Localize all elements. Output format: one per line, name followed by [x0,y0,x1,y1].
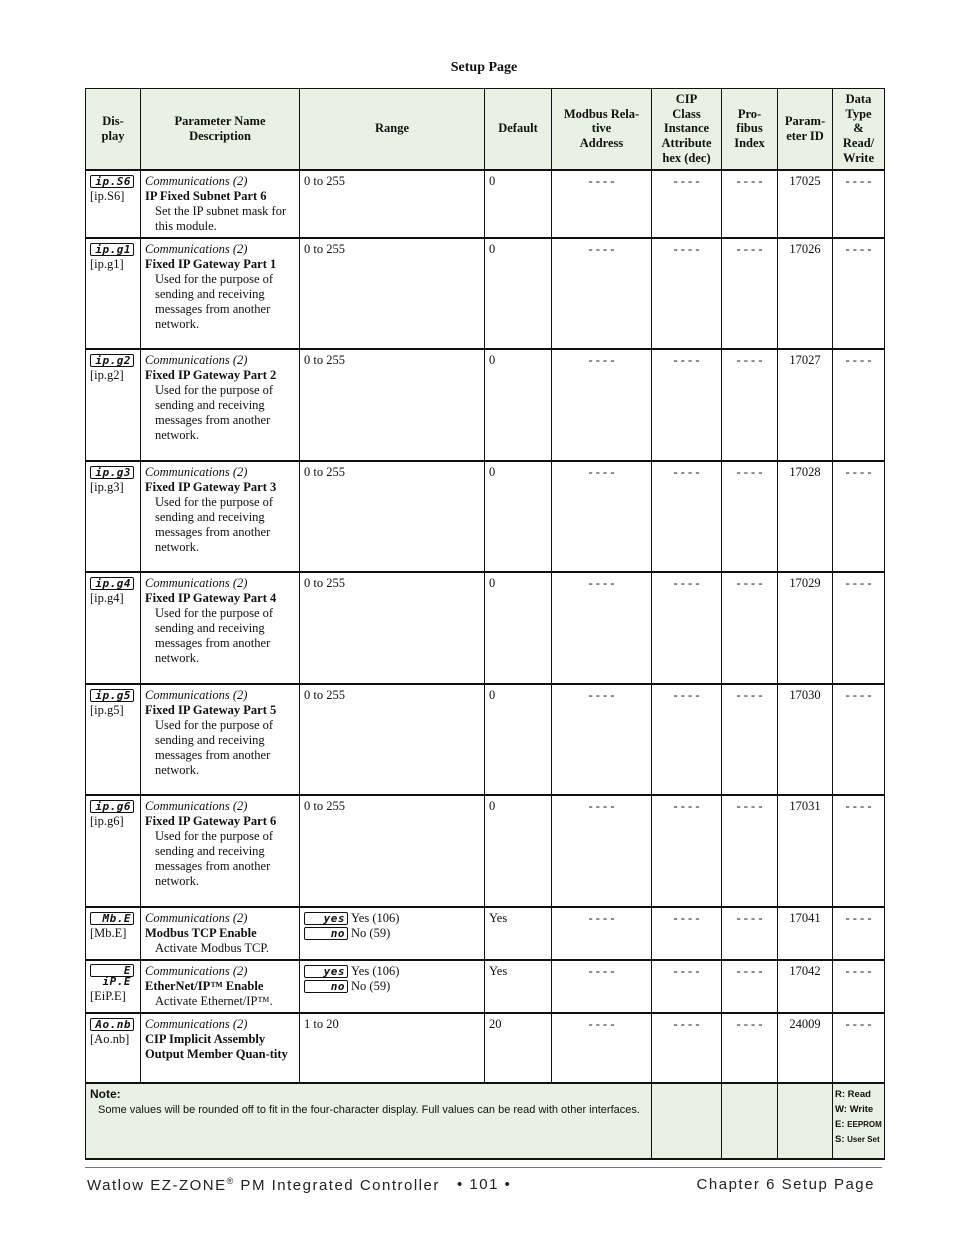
note-empty-cell [722,1083,778,1159]
parameter-group: Communications (2) [145,910,248,925]
modbus-cell: - - - - [552,238,652,349]
parameter-description: Used for the purpose of sending and receiving messages from another network. [155,717,274,777]
cip-cell: - - - - [652,170,722,238]
data-type-cell: - - - - [833,960,885,1013]
legend-key: S: [835,1133,845,1145]
default-cell: 0 [485,795,552,907]
parameter-description: Activate Ethernet/IP™. [155,993,273,1008]
legend-item [835,1132,882,1147]
display-code: [EiP.E] [90,988,126,1003]
range-cell [300,907,485,960]
data-type-cell: - - - - [833,238,885,349]
legend-item [835,1117,882,1132]
parameter-name: EtherNet/IP™ Enable [145,978,264,993]
cip-cell: - - - - [652,238,722,349]
data-type-cell: - - - - [833,170,885,238]
lcd-display: ip.g5 [90,689,134,702]
table-row [86,907,885,960]
table-row [86,795,885,907]
default-cell: 20 [485,1013,552,1083]
table-row [86,572,885,684]
profibus-cell: - - - - [722,684,778,795]
modbus-cell: - - - - [552,960,652,1013]
range-cell: 0 to 255 [300,461,485,572]
column-header: CIP Class Instance Attribute hex (dec) [652,89,722,170]
lcd-display: E iP.E [90,964,134,977]
parameter-id-cell: 24009 [778,1013,833,1083]
parameter-description: Used for the purpose of sending and receiving messages from another network. [155,828,274,888]
range-cell: 0 to 255 [300,684,485,795]
display-cell [86,238,141,349]
cip-cell: - - - - [652,349,722,461]
data-type-cell: - - - - [833,907,885,960]
parameter-id-cell: 17026 [778,238,833,349]
range-cell: 0 to 255 [300,795,485,907]
parameter-group: Communications (2) [145,963,248,978]
column-header: Default [485,89,552,170]
note-text: Some values will be rounded off to fit in the four-character display. Full values can be read with other interfaces. [98,1103,640,1116]
parameter-description: Set the IP subnet mask for this module. [155,203,287,233]
parameter-id-cell: 17025 [778,170,833,238]
legend-value: Read [847,1088,871,1100]
data-type-cell: - - - - [833,795,885,907]
table-row [86,461,885,572]
range-cell: 1 to 20 [300,1013,485,1083]
parameter-name: Fixed IP Gateway Part 5 [145,702,277,717]
table-row [86,170,885,238]
modbus-cell: - - - - [552,795,652,907]
parameter-description: Used for the purpose of sending and receiving messages from another network. [155,271,274,331]
cip-cell: - - - - [652,461,722,572]
lcd-display: no [304,927,348,940]
column-header: Modbus Rela- tive Address [552,89,652,170]
default-cell: 0 [485,684,552,795]
lcd-display: ip.g4 [90,577,134,590]
range-cell: 0 to 255 [300,238,485,349]
table-row [86,238,885,349]
range-option-label: Yes (106) [351,963,400,978]
parameter-name: IP Fixed Subnet Part 6 [145,188,267,203]
column-header: Parameter Name Description [141,89,300,170]
parameter-cell [141,349,300,461]
display-cell [86,795,141,907]
parameter-name: Fixed IP Gateway Part 4 [145,590,277,605]
profibus-cell: - - - - [722,170,778,238]
default-cell: 0 [485,170,552,238]
parameter-id-cell: 17028 [778,461,833,572]
parameter-description: Used for the purpose of sending and receiving messages from another network. [155,494,274,554]
parameter-cell [141,1013,300,1083]
note-empty-cell [652,1083,722,1159]
table-row [86,1013,885,1083]
range-option-label: No (59) [351,978,391,993]
range-cell: 0 to 255 [300,170,485,238]
lcd-display: ip.g6 [90,800,134,813]
profibus-cell: - - - - [722,907,778,960]
display-code: [ip.g2] [90,367,124,382]
modbus-cell: - - - - [552,907,652,960]
parameter-id-cell: 17042 [778,960,833,1013]
display-cell [86,1013,141,1083]
default-cell: Yes [485,907,552,960]
profibus-cell: - - - - [722,1013,778,1083]
range-cell: 0 to 255 [300,349,485,461]
parameter-group: Communications (2) [145,798,248,813]
cip-cell: - - - - [652,572,722,684]
legend-value: User Set [847,1134,880,1144]
parameter-table [85,88,885,1160]
display-cell [86,461,141,572]
header-row [86,89,885,170]
display-code: [ip.g3] [90,479,124,494]
default-cell: 0 [485,238,552,349]
parameter-group: Communications (2) [145,173,248,188]
profibus-cell: - - - - [722,238,778,349]
modbus-cell: - - - - [552,349,652,461]
parameter-description: Used for the purpose of sending and receiving messages from another network. [155,382,274,442]
parameter-id-cell: 17027 [778,349,833,461]
column-header: Dis- play [86,89,141,170]
legend-key: E: [835,1118,845,1130]
range-cell: 0 to 255 [300,572,485,684]
display-code: [ip.g1] [90,256,124,271]
parameter-description: Activate Modbus TCP. [155,940,270,955]
range-option-label: Yes (106) [351,910,400,925]
parameter-name: Fixed IP Gateway Part 3 [145,479,277,494]
footer-chapter: Chapter 6 Setup Page [696,1176,875,1193]
lcd-display: yes [304,965,348,978]
parameter-cell [141,238,300,349]
table-row [86,960,885,1013]
footer-rule [85,1167,882,1168]
parameter-id-cell: 17031 [778,795,833,907]
profibus-cell: - - - - [722,960,778,1013]
cip-cell: - - - - [652,1013,722,1083]
range-cell [300,960,485,1013]
display-code: [ip.g4] [90,590,124,605]
parameter-name: CIP Implicit Assembly Output Member Quan-tity [145,1031,288,1061]
parameter-group: Communications (2) [145,575,248,590]
range-option [304,926,480,941]
note-cell [86,1083,652,1159]
cip-cell: - - - - [652,795,722,907]
default-cell: 0 [485,572,552,684]
parameter-description: Used for the purpose of sending and receiving messages from another network. [155,605,274,665]
default-cell: 0 [485,461,552,572]
legend-key: W: [835,1103,847,1115]
range-option-label: No (59) [351,925,391,940]
display-code: [Mb.E] [90,925,127,940]
lcd-display: ip.g1 [90,243,134,256]
column-header: Data Type & Read/ Write [833,89,885,170]
display-cell [86,349,141,461]
legend-value: EEPROM [847,1119,882,1129]
table-row [86,684,885,795]
parameter-group: Communications (2) [145,352,248,367]
lcd-display: ip.g3 [90,466,134,479]
display-code: [ip.g6] [90,813,124,828]
legend-key: R: [835,1088,846,1100]
data-type-cell: - - - - [833,684,885,795]
footer-page-number: • 101 • [457,1176,512,1193]
parameter-group: Communications (2) [145,1016,248,1031]
legend-cell [833,1083,885,1159]
lcd-display: Ao.nb [90,1018,134,1031]
lcd-display: Mb.E [90,912,134,925]
data-type-cell: - - - - [833,461,885,572]
cip-cell: - - - - [652,684,722,795]
data-type-cell: - - - - [833,572,885,684]
range-option [304,911,480,926]
lcd-display: ip.g2 [90,354,134,367]
parameter-cell [141,907,300,960]
cip-cell: - - - - [652,960,722,1013]
parameter-cell [141,170,300,238]
parameter-id-cell: 17041 [778,907,833,960]
parameter-cell [141,684,300,795]
parameter-group: Communications (2) [145,241,248,256]
parameter-id-cell: 17029 [778,572,833,684]
display-cell [86,907,141,960]
column-header: Pro- fibus Index [722,89,778,170]
lcd-display: ip.S6 [90,175,134,188]
footer-product: Watlow EZ-ZONE® PM Integrated Controller [87,1176,440,1194]
parameter-cell [141,960,300,1013]
legend-item [835,1087,882,1102]
modbus-cell: - - - - [552,684,652,795]
profibus-cell: - - - - [722,461,778,572]
data-type-cell: - - - - [833,1013,885,1083]
modbus-cell: - - - - [552,461,652,572]
display-code: [ip.g5] [90,702,124,717]
parameter-group: Communications (2) [145,687,248,702]
display-cell [86,960,141,1013]
display-cell [86,170,141,238]
parameter-cell [141,461,300,572]
parameter-cell [141,795,300,907]
profibus-cell: - - - - [722,572,778,684]
lcd-display: no [304,980,348,993]
note-empty-cell [778,1083,833,1159]
legend-item [835,1102,882,1117]
range-option [304,964,480,979]
note-heading: Note: [90,1086,121,1101]
display-cell [86,684,141,795]
range-option [304,979,480,994]
cip-cell: - - - - [652,907,722,960]
default-cell: 0 [485,349,552,461]
display-code: [Ao.nb] [90,1031,130,1046]
display-code: [ip.S6] [90,188,125,203]
default-cell: Yes [485,960,552,1013]
parameter-name: Fixed IP Gateway Part 6 [145,813,277,828]
note-row [86,1083,885,1159]
parameter-name: Fixed IP Gateway Part 1 [145,256,277,271]
parameter-id-cell: 17030 [778,684,833,795]
table-row [86,349,885,461]
parameter-cell [141,572,300,684]
profibus-cell: - - - - [722,349,778,461]
column-header: Range [300,89,485,170]
modbus-cell: - - - - [552,170,652,238]
profibus-cell: - - - - [722,795,778,907]
parameter-name: Modbus TCP Enable [145,925,257,940]
page-title: Setup Page [450,60,518,75]
data-type-cell: - - - - [833,349,885,461]
display-cell [86,572,141,684]
legend-value: Write [849,1103,874,1115]
column-header: Param- eter ID [778,89,833,170]
parameter-name: Fixed IP Gateway Part 2 [145,367,277,382]
lcd-display: yes [304,912,348,925]
modbus-cell: - - - - [552,572,652,684]
parameter-group: Communications (2) [145,464,248,479]
modbus-cell: - - - - [552,1013,652,1083]
